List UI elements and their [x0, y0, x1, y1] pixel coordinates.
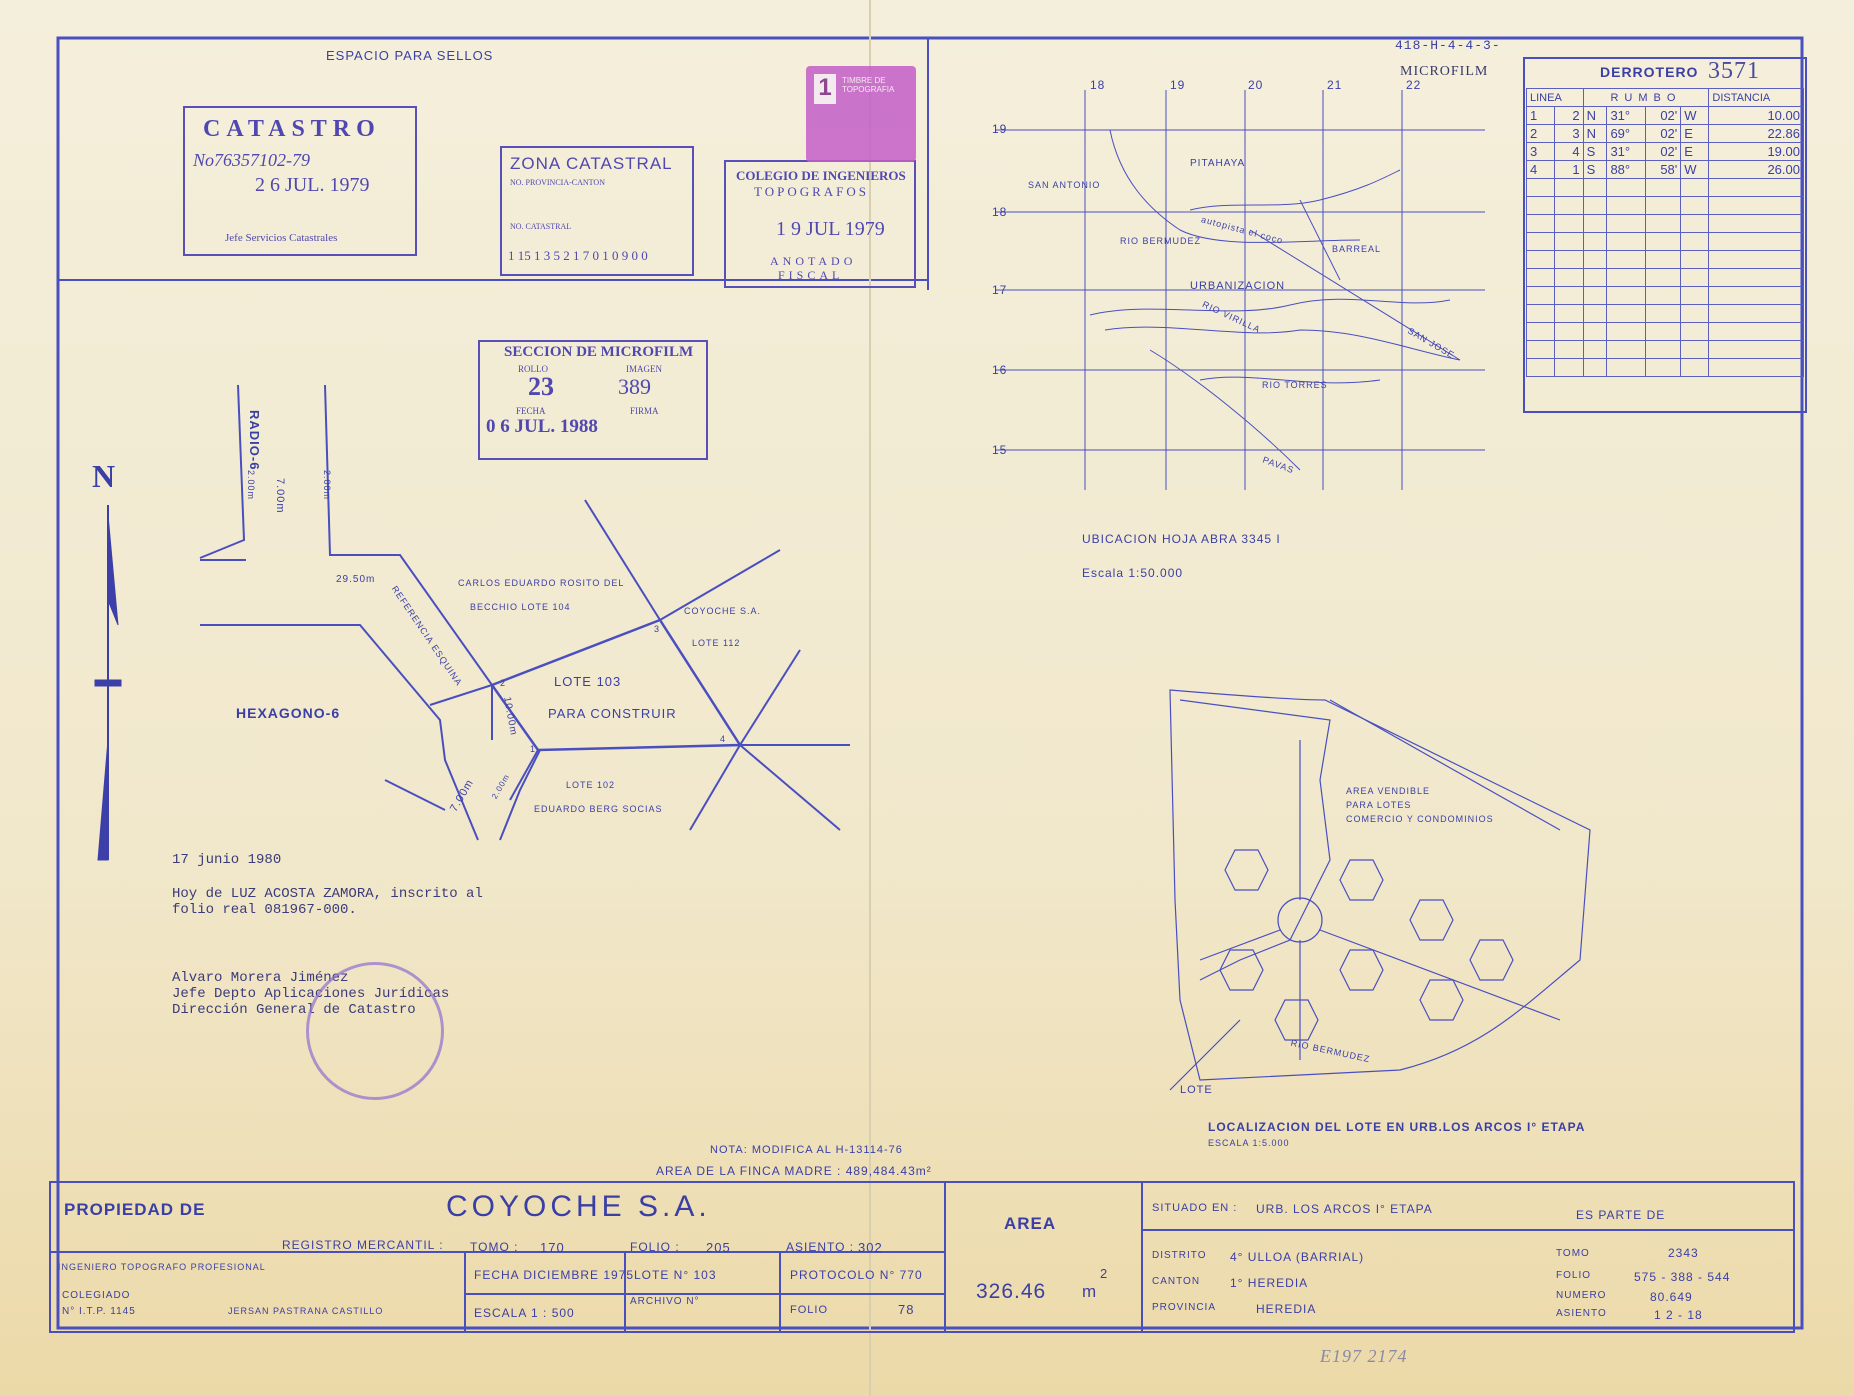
rollo-value: 23	[528, 372, 554, 401]
rollo-label: ROLLO	[518, 364, 548, 374]
colegio-date: 1 9 JUL 1979	[776, 218, 885, 240]
neighbor-104-lote: BECCHIO LOTE 104	[470, 602, 571, 612]
ingeniero-label: INGENIERO TOPOGRAFO PROFESIONAL	[58, 1262, 266, 1272]
zona-title: ZONA CATASTRAL	[510, 154, 673, 173]
dim-700m-b: 7.00m	[448, 777, 477, 814]
dim-200m-b: 2.00m	[322, 470, 332, 501]
vertex-3: 3	[654, 624, 661, 634]
microfilm-title: SECCION DE MICROFILM	[504, 344, 694, 360]
fecha-value: 0 6 JUL. 1988	[486, 416, 598, 437]
cell: 02'	[1646, 143, 1681, 161]
location-sheet: UBICACION HOJA ABRA 3345 I	[1082, 532, 1281, 546]
dim-2950m: 29.50m	[336, 574, 376, 585]
tomo2-label: TOMO	[1556, 1248, 1590, 1259]
zona-value: 1 15 1 3 5 2 1 7 0 1 0 9 0 0	[508, 248, 648, 263]
colegio-note1: ANOTADO	[770, 254, 857, 268]
grid-y-15: 15	[992, 443, 1008, 457]
derrotero-row	[1527, 107, 1804, 125]
derrotero-stamp-number: 3571	[1708, 58, 1760, 84]
catastro-signer: Jefe Servicios Catastrales	[225, 232, 338, 244]
map-label-rio-torres: RIO TORRES	[1262, 380, 1328, 390]
cell: 4	[1555, 143, 1583, 161]
para-construir-label: PARA CONSTRUIR	[548, 706, 677, 721]
map-label-pitahaya: PITAHAYA	[1190, 158, 1246, 169]
signer-office: Dirección General de Catastro	[172, 1002, 416, 1018]
reference-number: 418-H-4-4-3-	[1395, 38, 1501, 53]
canton-value: 1° HEREDIA	[1230, 1276, 1309, 1290]
area-unit-exponent: 2	[1100, 1266, 1109, 1281]
cell: 19.00	[1709, 143, 1804, 161]
cell: 02'	[1646, 125, 1681, 143]
cell: W	[1681, 161, 1709, 179]
cell: E	[1681, 143, 1709, 161]
numero-label: NUMERO	[1556, 1290, 1607, 1301]
provincia-value: HEREDIA	[1256, 1302, 1317, 1316]
tomo2-value: 2343	[1668, 1246, 1699, 1260]
grid-x-21: 21	[1327, 78, 1343, 92]
location-scale: Escala 1:50.000	[1082, 566, 1184, 580]
header-distancia: DISTANCIA	[1709, 89, 1804, 107]
north-label: N	[92, 458, 117, 494]
grid-x-18: 18	[1090, 78, 1106, 92]
note-line-1: Hoy de LUZ ACOSTA ZAMORA, inscrito al	[172, 886, 483, 902]
urb-area-label: AREA VENDIBLE	[1346, 786, 1431, 796]
folio2-value: 78	[898, 1302, 915, 1317]
cell: 2	[1527, 125, 1555, 143]
cell: 58'	[1646, 161, 1681, 179]
colegio-note2: FISCAL	[778, 268, 844, 282]
lote-103-label: LOTE 103	[554, 674, 622, 689]
derrotero-row	[1527, 161, 1804, 179]
seal-circle	[306, 962, 444, 1100]
cell: 69°	[1607, 125, 1646, 143]
signer-title: Jefe Depto Aplicaciones Jurídicas	[172, 986, 450, 1002]
fiscal-stamp-text: TIMBRE DE TOPOGRAFIA	[842, 76, 895, 94]
asiento-label: ASIENTO :	[786, 1240, 855, 1254]
firma-label: FIRMA	[630, 406, 659, 416]
map-label-urbanizacion: URBANIZACION	[1190, 280, 1286, 292]
neighbor-104-name: CARLOS EDUARDO ROSITO DEL	[458, 578, 625, 588]
dim-200m-a: 2.00m	[246, 470, 256, 501]
dim-700m: 7.00m	[274, 478, 286, 514]
map-label-san-antonio: SAN ANTONIO	[1028, 180, 1101, 190]
map-label-pavas: PAVAS	[1261, 454, 1296, 476]
dim-200m-c: 2.00m	[490, 772, 512, 801]
cell: W	[1681, 107, 1709, 125]
microfilm-stamp	[478, 340, 708, 460]
derrotero-row	[1527, 125, 1804, 143]
microfilm-label: MICROFILM	[1400, 64, 1489, 79]
area-label: AREA	[1004, 1214, 1057, 1233]
cell: N	[1583, 107, 1607, 125]
dim-1000m: 10.00m	[501, 696, 519, 737]
urb-area-label-3: COMERCIO Y CONDOMINIOS	[1346, 814, 1494, 824]
vertex-1: 1	[530, 744, 537, 754]
imagen-label: IMAGEN	[626, 364, 662, 374]
catastro-number: No76357102-79	[193, 150, 310, 170]
vertex-4: 4	[720, 734, 727, 744]
derrotero-table	[1526, 88, 1804, 377]
cell: E	[1681, 125, 1709, 143]
cell: S	[1583, 161, 1607, 179]
canton-label: CANTON	[1152, 1276, 1201, 1287]
catastro-title: CATASTRO	[203, 116, 381, 142]
fecha-label: FECHA	[516, 406, 546, 416]
zona-l1: NO. PROVINCIA-CANTON	[510, 178, 605, 187]
note-modifica: NOTA: MODIFICA AL H-13114-76	[710, 1144, 903, 1156]
cell: N	[1583, 125, 1607, 143]
vertex-2: 2	[500, 678, 507, 688]
asiento2-label: ASIENTO	[1556, 1308, 1607, 1319]
numero-value: 80.649	[1650, 1290, 1693, 1304]
urb-title: LOCALIZACION DEL LOTE EN URB.LOS ARCOS I° ETAPA	[1208, 1120, 1586, 1134]
folio-label: FOLIO :	[630, 1240, 680, 1254]
grid-x-20: 20	[1248, 78, 1264, 92]
cell: 3	[1527, 143, 1555, 161]
neighbor-112-name: COYOCHE S.A.	[684, 606, 762, 616]
fecha-field: FECHA DICIEMBRE 1975	[474, 1268, 635, 1282]
area-value: 326.46	[976, 1280, 1047, 1303]
urbanization-plan	[1170, 690, 1590, 1090]
folio3-label: FOLIO	[1556, 1270, 1592, 1281]
grid-y-18: 18	[992, 205, 1008, 219]
propiedad-value: COYOCHE S.A.	[446, 1190, 711, 1223]
map-label-barreal: BARREAL	[1332, 244, 1382, 254]
cell: 3	[1555, 125, 1583, 143]
imagen-value: 389	[618, 374, 651, 399]
urb-rio-label: RIO BERMUDEZ	[1289, 1037, 1372, 1065]
header-rumbo: RUMBO	[1583, 89, 1709, 107]
fiscal-stamp-value: 1	[814, 74, 836, 104]
note-line-2: folio real 081967-000.	[172, 902, 357, 918]
tomo-value: 170	[540, 1240, 565, 1255]
escala-field: ESCALA 1 : 500	[474, 1306, 575, 1320]
cell: 02'	[1646, 107, 1681, 125]
grid-x-19: 19	[1170, 78, 1186, 92]
map-label-san-jose: SAN JOSE	[1406, 325, 1457, 361]
map-label-rio-bermudez: RIO BERMUDEZ	[1120, 236, 1202, 246]
asiento-value: 302	[858, 1240, 883, 1255]
neighbor-102-name: EDUARDO BERG SOCIAS	[534, 804, 663, 814]
tomo-label: TOMO :	[470, 1240, 519, 1254]
propiedad-label: PROPIEDAD DE	[64, 1200, 206, 1219]
cell: S	[1583, 143, 1607, 161]
bottom-handwriting: E197 2174	[1320, 1346, 1408, 1366]
provincia-label: PROVINCIA	[1152, 1302, 1217, 1313]
map-label-autopista: autopista el coco	[1200, 214, 1285, 246]
folio-value: 205	[706, 1240, 731, 1255]
cell: 26.00	[1709, 161, 1804, 179]
signer-name: Alvaro Morera Jiménez	[172, 970, 349, 986]
zona-catastral-stamp	[500, 146, 694, 276]
header-linea: LINEA	[1527, 89, 1584, 107]
urb-lote-label: LOTE	[1180, 1084, 1213, 1096]
cell: 10.00	[1709, 107, 1804, 125]
distrito-value: 4° ULLOA (BARRIAL)	[1230, 1250, 1365, 1264]
derrotero-title: DERROTERO	[1600, 64, 1699, 80]
grid-y-16: 16	[992, 363, 1008, 377]
urb-scale: ESCALA 1:5.000	[1208, 1138, 1290, 1148]
neighbor-112-lote: LOTE 112	[692, 638, 741, 648]
colegio-title: COLEGIO DE INGENIEROS	[736, 168, 906, 183]
colegiado-label: COLEGIADO	[62, 1290, 131, 1301]
ref-esquina: REFERENCIA ESQUINA	[389, 584, 465, 688]
urb-area-label-2: PARA LOTES	[1346, 800, 1412, 810]
folio3-value: 575 - 388 - 544	[1634, 1270, 1731, 1284]
grid-y-19: 19	[992, 122, 1008, 136]
derrotero-header-row	[1527, 89, 1804, 107]
radio-label: RADIO-6	[247, 410, 262, 471]
cell: 2	[1555, 107, 1583, 125]
archivo-field: ARCHIVO N°	[630, 1296, 700, 1307]
area-unit: m	[1082, 1282, 1098, 1301]
map-label-rio-virilla: RIO VIRILLA	[1200, 299, 1263, 335]
asiento2-value: 1 2 - 18	[1654, 1308, 1703, 1322]
catastro-date: 2 6 JUL. 1979	[255, 174, 370, 196]
note-area-finca: AREA DE LA FINCA MADRE : 489,484.43m²	[656, 1164, 932, 1178]
cell: 88°	[1607, 161, 1646, 179]
grid-x-22: 22	[1406, 78, 1422, 92]
folio2-label: FOLIO	[790, 1304, 829, 1316]
north-arrow	[95, 505, 121, 860]
cell: 1	[1555, 161, 1583, 179]
situado-value: URB. LOS ARCOS I° ETAPA	[1256, 1202, 1433, 1216]
note-date: 17 junio 1980	[172, 852, 282, 868]
es-parte-label: ES PARTE DE	[1576, 1208, 1666, 1222]
derrotero-row	[1527, 143, 1804, 161]
catastro-stamp	[183, 106, 417, 256]
cell: 31°	[1607, 143, 1646, 161]
zona-l2: NO. CATASTRAL	[510, 222, 572, 231]
protocolo-field: PROTOCOLO N° 770	[790, 1268, 923, 1282]
hexagono-label: HEXAGONO-6	[236, 705, 341, 721]
distrito-label: DISTRITO	[1152, 1250, 1207, 1261]
fiscal-stamp	[806, 66, 916, 162]
situado-label: SITUADO EN :	[1152, 1202, 1238, 1214]
colegio-stamp	[724, 160, 916, 288]
cell: 22.86	[1709, 125, 1804, 143]
cell: 1	[1527, 107, 1555, 125]
registro-label: REGISTRO MERCANTIL :	[282, 1238, 444, 1252]
colegio-sub: TOPOGRAFOS	[754, 184, 870, 199]
lote-102-label: LOTE 102	[566, 780, 616, 790]
stamps-header: ESPACIO PARA SELLOS	[326, 48, 494, 63]
cell: 31°	[1607, 107, 1646, 125]
lote-number-field: LOTE N° 103	[634, 1268, 717, 1282]
grid-y-17: 17	[992, 283, 1008, 297]
cell: 4	[1527, 161, 1555, 179]
ingeniero-name: JERSAN PASTRANA CASTILLO	[228, 1306, 384, 1316]
itp-number: N° I.T.P. 1145	[62, 1306, 136, 1317]
